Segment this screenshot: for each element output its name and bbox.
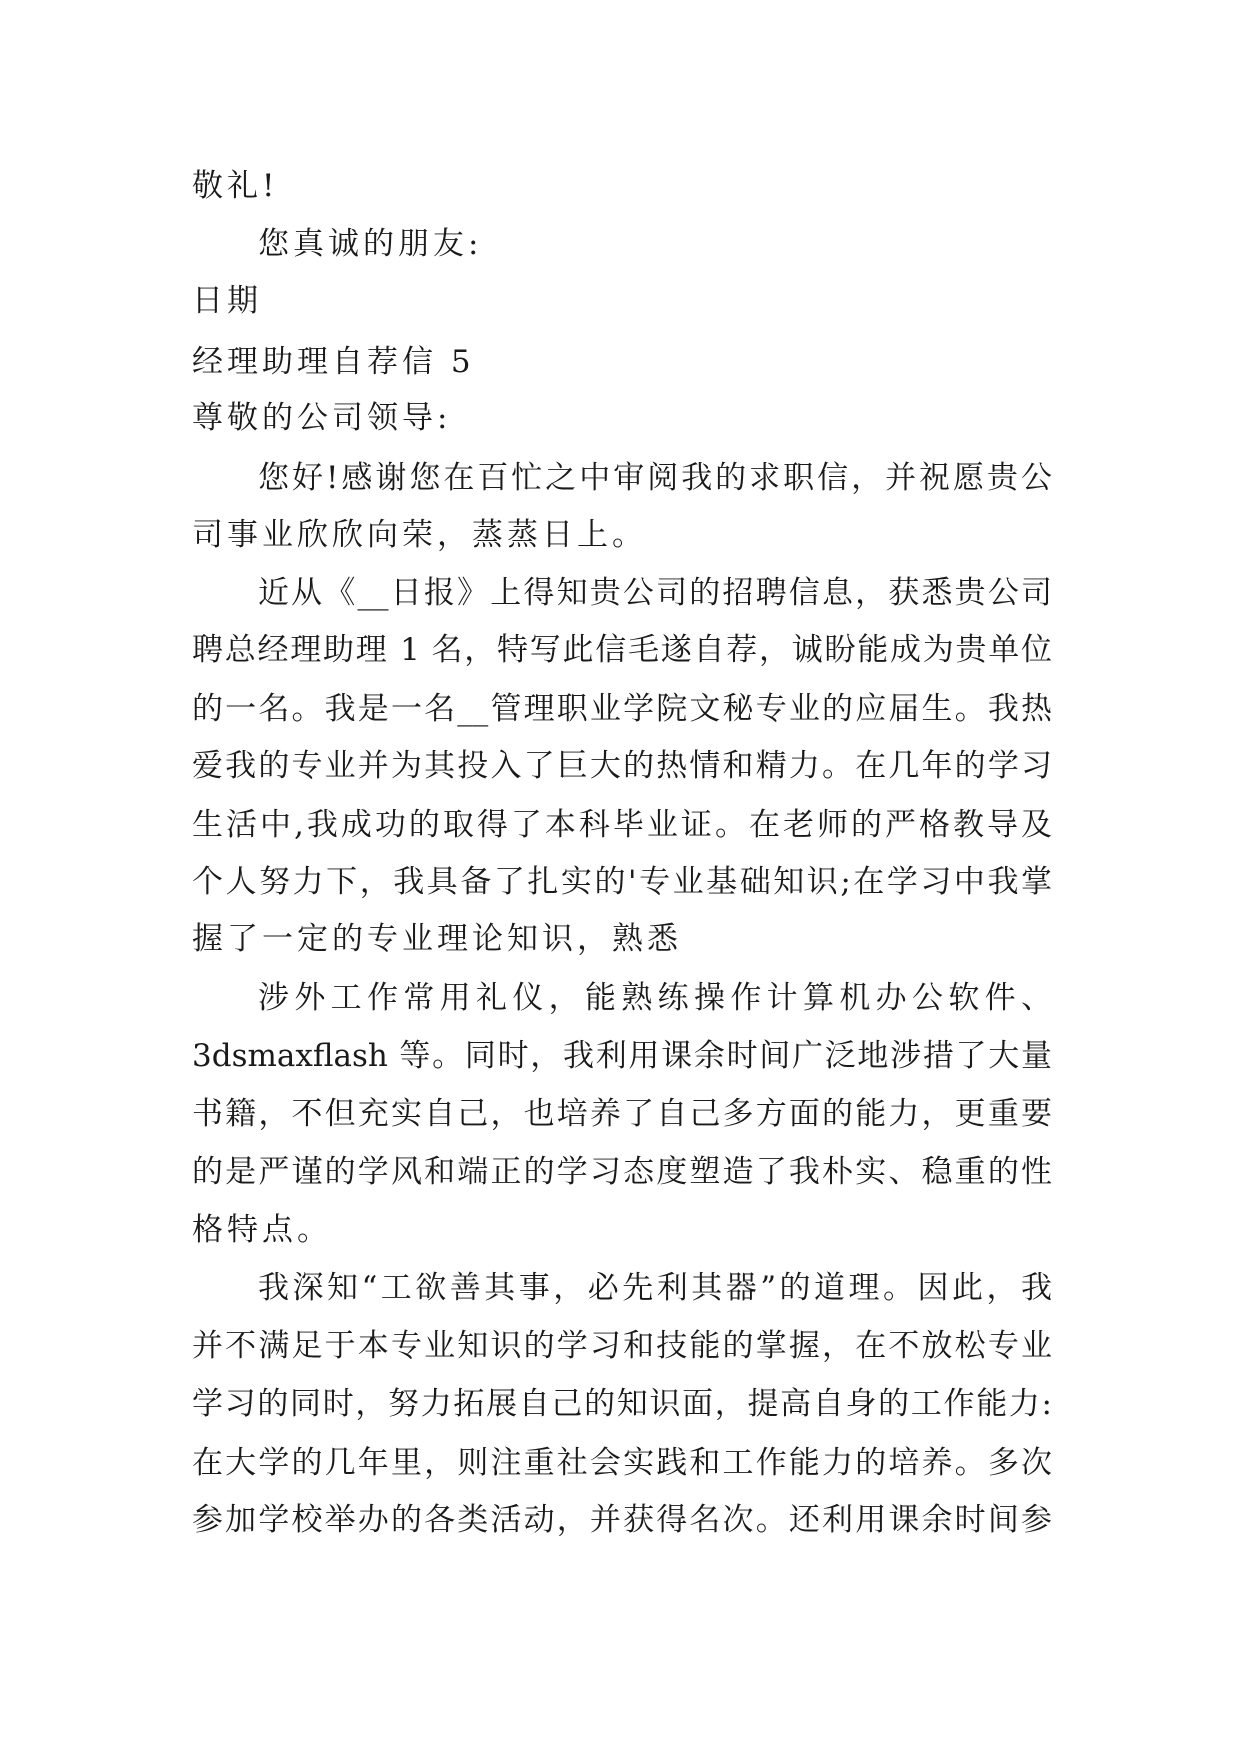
paragraph-line: 参加学校举办的各类活动，并获得名次。还利用课余时间参 xyxy=(192,1502,1052,1538)
paragraph-line: 聘总经理助理 1 名，特写此信毛遂自荐，诚盼能成为贵单位 xyxy=(192,632,1052,668)
signoff-text: 您真诚的朋友: xyxy=(258,226,483,262)
paragraph-line: 学习的同时，努力拓展自己的知识面，提高自身的工作能力: xyxy=(192,1386,1052,1422)
paragraph-line: 司事业欣欣向荣，蒸蒸日上。 xyxy=(192,517,647,553)
closing-text: 敬礼! xyxy=(192,168,279,204)
paragraph-line: 握了一定的专业理论知识，熟悉 xyxy=(192,921,682,957)
paragraph-line: 在大学的几年里，则注重社会实践和工作能力的培养。多次 xyxy=(192,1445,1052,1481)
paragraph-line: 您好!感谢您在百忙之中审阅我的求职信，并祝愿贵公 xyxy=(258,460,1052,496)
salutation: 尊敬的公司领导: xyxy=(192,400,452,436)
paragraph-line: 个人努力下，我具备了扎实的'专业基础知识;在学习中我掌 xyxy=(192,864,1052,900)
paragraph-line: 我深知“工欲善其事，必先利其器”的道理。因此，我 xyxy=(258,1270,1052,1306)
paragraph-line: 格特点。 xyxy=(192,1212,332,1248)
paragraph-line: 近从《__日报》上得知贵公司的招聘信息，获悉贵公司 xyxy=(258,575,1052,611)
paragraph-line: 生活中,我成功的取得了本科毕业证。在老师的严格教导及 xyxy=(192,807,1052,843)
paragraph-line: 涉外工作常用礼仪，能熟练操作计算机办公软件、 xyxy=(258,980,1052,1016)
date-label: 日期 xyxy=(192,283,262,319)
paragraph-line: 书籍，不但充实自己，也培养了自己多方面的能力，更重要 xyxy=(192,1096,1052,1132)
paragraph-line: 的是严谨的学风和端正的学习态度塑造了我朴实、稳重的性 xyxy=(192,1154,1052,1190)
paragraph-line: 并不满足于本专业知识的学习和技能的掌握，在不放松专业 xyxy=(192,1328,1052,1364)
section-title: 经理助理自荐信 5 xyxy=(192,344,475,380)
paragraph-line: 3dsmaxflash 等。同时，我利用课余时间广泛地涉措了大量 xyxy=(192,1038,1052,1074)
paragraph-line: 爱我的专业并为其投入了巨大的热情和精力。在几年的学习 xyxy=(192,748,1052,784)
paragraph-line: 的一名。我是一名__管理职业学院文秘专业的应届生。我热 xyxy=(192,691,1052,727)
